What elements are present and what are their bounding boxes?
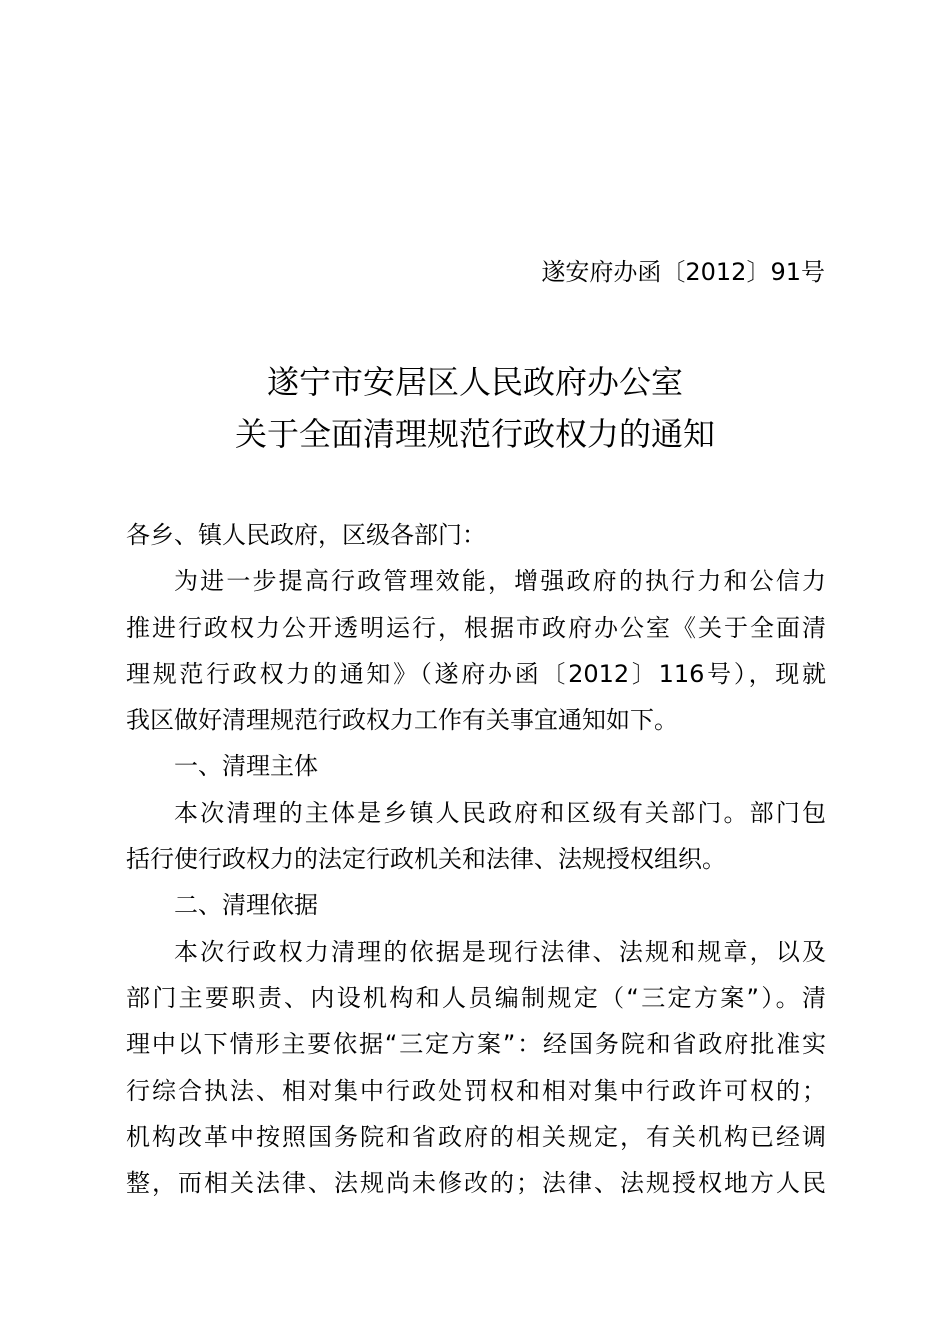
section-2-line-6: 整，而相关法律、法规尚未修改的；法律、法规授权地方人民 (126, 1169, 826, 1198)
section-2-line-1: 本次行政权力清理的依据是现行法律、法规和规章，以及 (174, 937, 826, 966)
document-body (126, 512, 826, 1206)
title-line-1: 遂宁市安居区人民政府办公室 (266, 363, 683, 401)
document-title (0, 356, 950, 460)
section-1-line-2: 括行使行政权力的法定行政机关和法律、法规授权组织。 (126, 845, 726, 874)
section-2-line-4: 行综合执法、相对集中行政处罚权和相对集中行政许可权的； (126, 1076, 826, 1105)
salutation: 各乡、镇人民政府，区级各部门： (126, 521, 486, 549)
paragraph-1-line-3: 理规范行政权力的通知》（遂府办函〔2012〕116号），现就 (126, 659, 826, 688)
section-2-line-5: 机构改革中按照国务院和省政府的相关规定，有关机构已经调 (126, 1122, 826, 1151)
paragraph-1-line-2: 推进行政权力公开透明运行，根据市政府办公室《关于全面清 (126, 613, 826, 642)
section-2-line-3: 理中以下情形主要依据“三定方案”：经国务院和省政府批准实 (126, 1030, 826, 1059)
section-1-heading: 一、清理主体 (174, 752, 318, 781)
paragraph-1-line-4: 我区做好清理规范行政权力工作有关事宜通知如下。 (126, 706, 678, 735)
document-number: 遂安府办函〔2012〕91号 (541, 258, 825, 286)
paragraph-1-line-1: 为进一步提高行政管理效能，增强政府的执行力和公信力 (174, 567, 826, 596)
section-1-line-1: 本次清理的主体是乡镇人民政府和区级有关部门。部门包 (174, 798, 826, 827)
title-line-2: 关于全面清理规范行政权力的通知 (234, 415, 715, 453)
section-2-line-2: 部门主要职责、内设机构和人员编制规定（“三定方案”）。清 (126, 983, 826, 1012)
section-2-heading: 二、清理依据 (174, 891, 318, 920)
